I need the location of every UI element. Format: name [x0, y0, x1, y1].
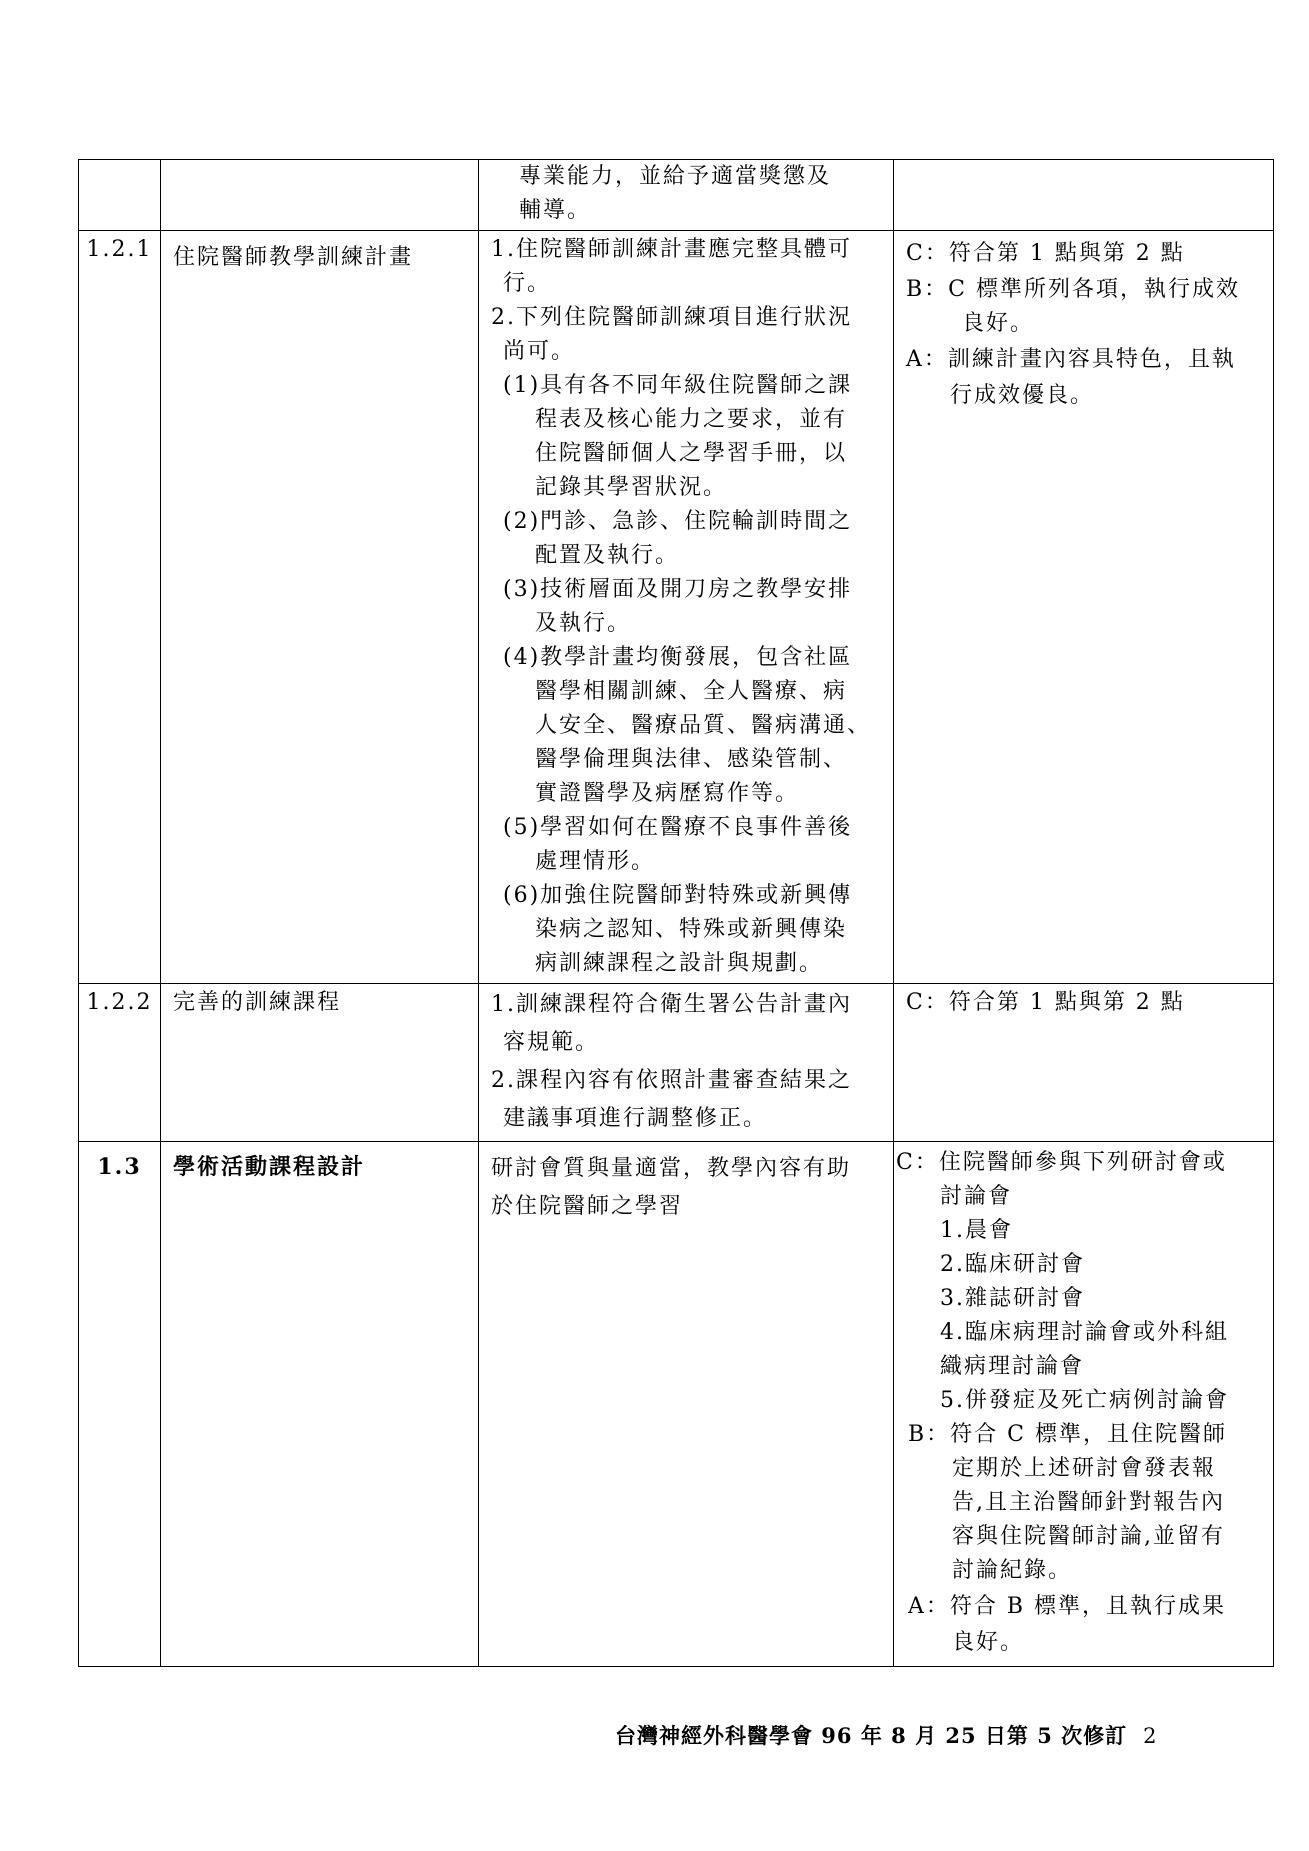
content-line: 記錄其學習狀況。: [535, 475, 728, 500]
criteria-line: C：符合第 1 點與第 2 點: [906, 990, 1185, 1015]
item-number: 1.2.1: [79, 231, 161, 984]
criteria-line: C：符合第 1 點與第 2 點: [906, 241, 1185, 266]
criteria-line: 2.臨床研討會: [940, 1252, 1085, 1277]
content-line: 配置及執行。: [535, 543, 680, 568]
item-criteria: [894, 1142, 1274, 1667]
content-line: 研討會質與量適當，教學內容有助: [491, 1156, 852, 1181]
table-row: [79, 160, 1274, 231]
content-line: 程表及核心能力之要求，並有: [535, 407, 848, 432]
item-content: [479, 1142, 894, 1667]
table-row: [79, 231, 1274, 984]
criteria-line: 告,且主治醫師針對報告內: [952, 1490, 1225, 1515]
content-line: 1.訓練課程符合衛生署公告計畫內: [491, 992, 852, 1017]
criteria-line: 4.臨床病理討論會或外科組: [940, 1320, 1229, 1345]
criteria-line: C：住院醫師參與下列研討會或: [896, 1150, 1227, 1175]
criteria-line: 良好。: [952, 1630, 1025, 1655]
revision-note: 台灣神經外科醫學會 96 年 8 月 25 日第 5 次修訂: [615, 1723, 1128, 1748]
criteria-line: 3.雜誌研討會: [940, 1286, 1085, 1311]
criteria-line: 5.併發症及死亡病例討論會: [940, 1388, 1229, 1413]
item-title: 完善的訓練課程: [161, 984, 479, 1142]
content-line: 處理情形。: [535, 849, 656, 874]
content-line: 及執行。: [535, 611, 632, 636]
content-line: 行。: [503, 271, 552, 296]
item-criteria: [894, 984, 1274, 1142]
content-line: 2.課程內容有依照計畫審查結果之: [491, 1068, 852, 1093]
item-criteria: [894, 160, 1274, 231]
item-number: 1.3: [79, 1142, 161, 1667]
criteria-line: 良好。: [962, 311, 1035, 336]
content-line: (1)具有各不同年級住院醫師之課: [503, 373, 853, 398]
item-content: [479, 231, 894, 984]
item-title: 住院醫師教學訓練計畫: [161, 231, 479, 984]
item-number: 1.2.2: [79, 984, 161, 1142]
content-line: 建議事項進行調整修正。: [503, 1106, 768, 1131]
criteria-line: 討論會: [940, 1184, 1013, 1209]
item-title: [161, 160, 479, 231]
item-criteria: [894, 231, 1274, 984]
table-row: [79, 984, 1274, 1142]
content-line: 專業能力，並給予適當獎懲及: [519, 164, 832, 189]
criteria-line: A：符合 B 標準，且執行成果: [908, 1594, 1227, 1619]
content-line: 病訓練課程之設計與規劃。: [535, 951, 824, 976]
standards-table: [78, 159, 1274, 1667]
content-line: (3)技術層面及開刀房之教學安排: [503, 577, 853, 602]
content-line: 尚可。: [503, 339, 576, 364]
content-line: (4)教學計畫均衡發展，包含社區: [503, 645, 853, 670]
content-line: 人安全、醫療品質、醫病溝通、: [535, 713, 872, 738]
page-number: 2: [1143, 1724, 1158, 1748]
criteria-line: 容與住院醫師討論,並留有: [952, 1524, 1225, 1549]
content-line: 容規範。: [503, 1030, 600, 1055]
criteria-line: 1.晨會: [940, 1218, 1013, 1243]
content-line: 2.下列住院醫師訓練項目進行狀況: [491, 305, 852, 330]
content-line: 於住院醫師之學習: [491, 1194, 684, 1219]
criteria-line: A：訓練計畫內容具特色，且執: [906, 347, 1236, 372]
content-line: 醫學倫理與法律、感染管制、: [535, 747, 848, 772]
content-line: 實證醫學及病歷寫作等。: [535, 781, 800, 806]
table-row: [79, 1142, 1274, 1667]
page-footer: [615, 1720, 1158, 1750]
item-content: [479, 160, 894, 231]
item-content: [479, 984, 894, 1142]
item-number: [79, 160, 161, 231]
criteria-line: 討論紀錄。: [952, 1558, 1073, 1583]
content-line: 住院醫師個人之學習手冊，以: [535, 441, 848, 466]
content-line: 1.住院醫師訓練計畫應完整具體可: [491, 237, 852, 262]
content-line: 染病之認知、特殊或新興傳染: [535, 917, 848, 942]
content-line: (6)加強住院醫師對特殊或新興傳: [503, 883, 853, 908]
content-line: 輔導。: [519, 198, 592, 223]
item-title: 學術活動課程設計: [161, 1142, 479, 1667]
criteria-line: 織病理討論會: [940, 1354, 1085, 1379]
content-line: (2)門診、急診、住院輪訓時間之: [503, 509, 853, 534]
criteria-line: B：符合 C 標準，且住院醫師: [908, 1422, 1227, 1447]
content-line: (5)學習如何在醫療不良事件善後: [503, 815, 853, 840]
content-line: 醫學相關訓練、全人醫療、病: [535, 679, 848, 704]
criteria-line: B：C 標準所列各項，執行成效: [906, 277, 1240, 302]
criteria-line: 行成效優良。: [950, 383, 1095, 408]
criteria-line: 定期於上述研討會發表報: [952, 1456, 1217, 1481]
